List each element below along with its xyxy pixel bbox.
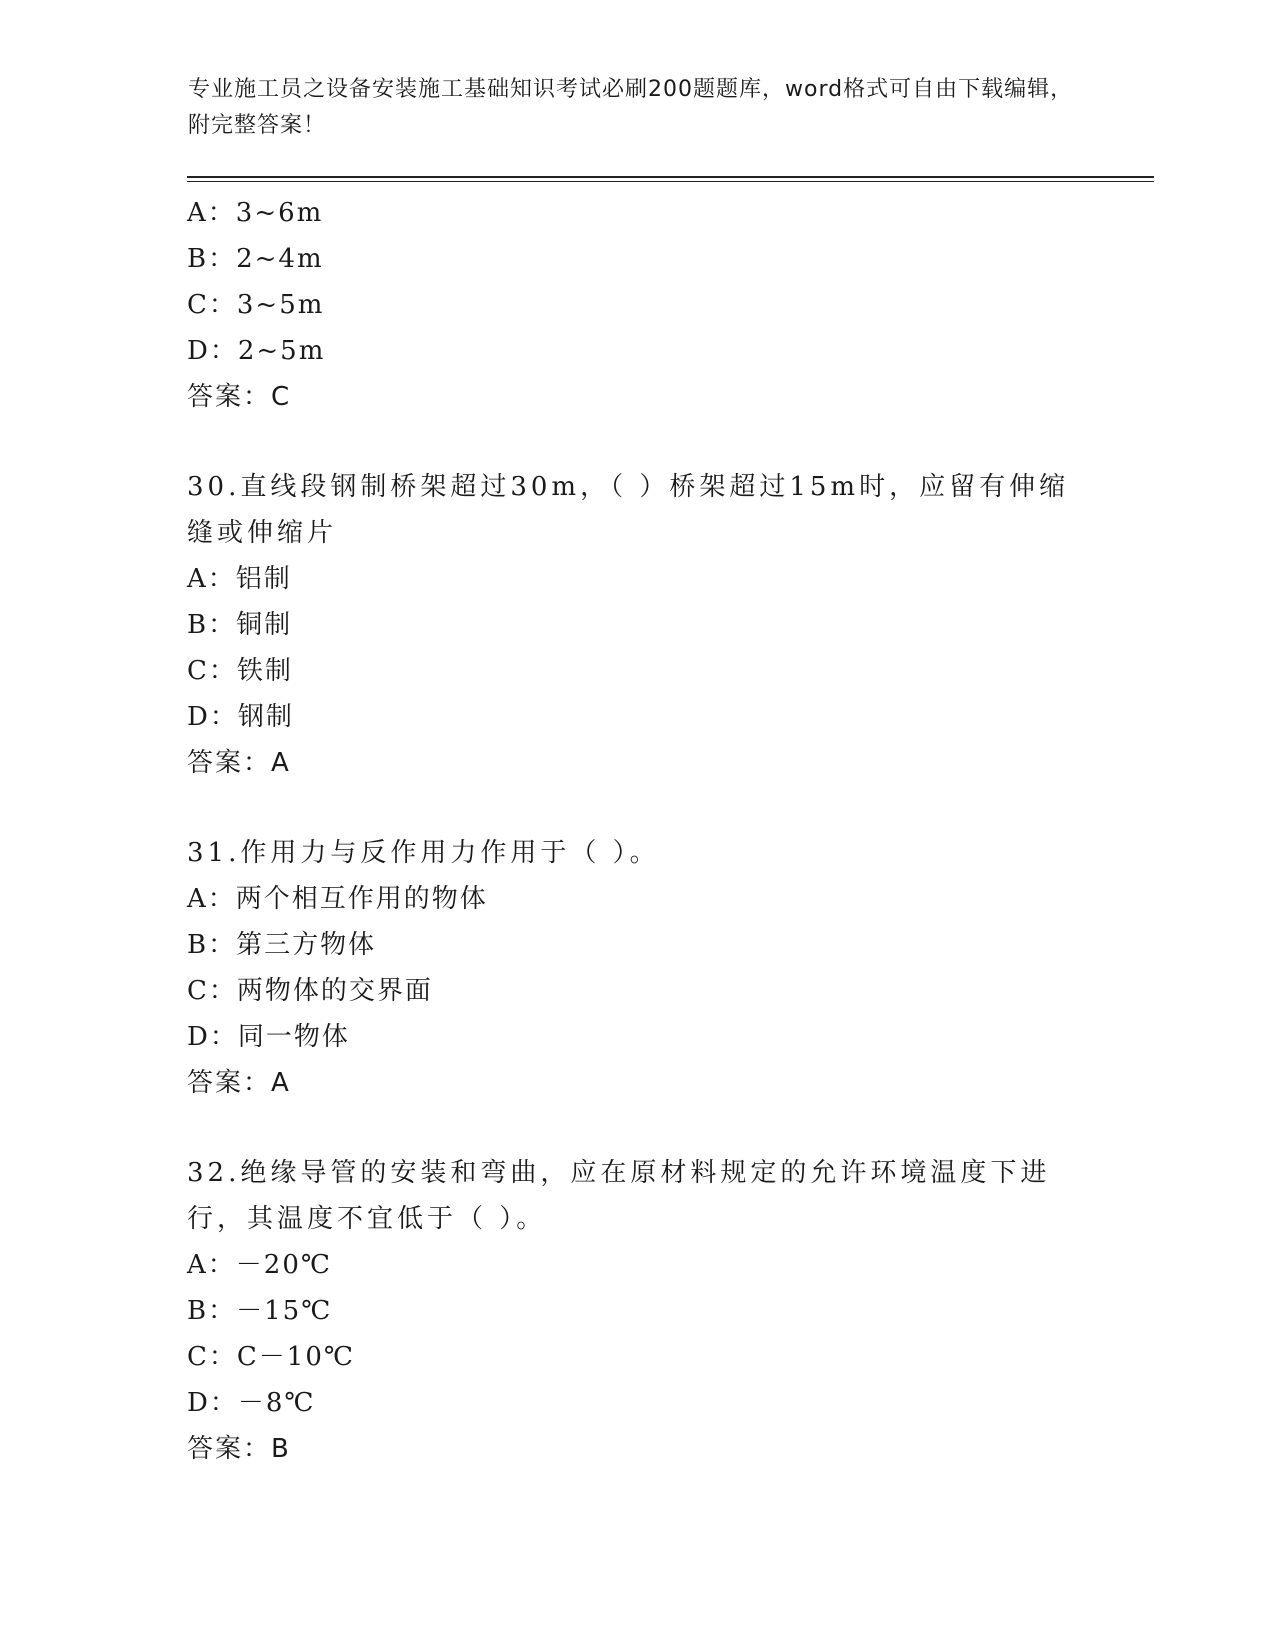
option-a: A：－20℃: [187, 1250, 332, 1280]
option-b: B：铜制: [187, 610, 293, 640]
header-divider-thick: [187, 176, 1154, 178]
option-a: A：两个相互作用的物体: [187, 884, 488, 914]
question-text: 32.绝缘导管的安装和弯曲，应在原材料规定的允许环境温度下进行，其温度不宜低于（ ）。: [187, 1158, 1051, 1234]
option-a: A：铝制: [187, 564, 292, 594]
header-divider-thin: [187, 181, 1154, 182]
answer-line: [187, 1426, 1087, 1472]
option-b: B：第三方物体: [187, 930, 377, 960]
question-block: [187, 190, 1087, 420]
answer-label: 答案：: [187, 1068, 272, 1098]
answer-label: 答案：: [187, 382, 272, 412]
question-text: 30.直线段钢制桥架超过30m，（ ）桥架超过15m时，应留有伸缩缝或伸缩片: [187, 472, 1070, 548]
answer-value: A: [271, 1068, 289, 1098]
option-c: C：两物体的交界面: [187, 976, 433, 1006]
option-c: C：3~5m: [187, 290, 325, 320]
option-b: B：2~4m: [187, 244, 324, 274]
question-text: 31.作用力与反作用力作用于（ ）。: [187, 838, 660, 868]
document-title: 专业施工员之设备安装施工基础知识考试必刷200题题库，word格式可自由下载编辑，附完整答案！: [188, 77, 1074, 138]
answer-label: 答案：: [187, 748, 272, 778]
answer-value: C: [271, 382, 290, 412]
answer-value: A: [271, 748, 289, 778]
option-c: C：C－10℃: [187, 1342, 355, 1372]
option-c: C：铁制: [187, 656, 293, 686]
answer-line: [187, 374, 1087, 420]
question-block: [187, 464, 1087, 786]
question-block: [187, 830, 1087, 1106]
option-d: D：2~5m: [187, 336, 326, 366]
answer-line: [187, 1060, 1087, 1106]
answer-value: B: [271, 1434, 289, 1464]
question-list: [187, 190, 1087, 1472]
question-block: [187, 1150, 1087, 1472]
option-d: D：同一物体: [187, 1022, 350, 1052]
option-b: B：－15℃: [187, 1296, 333, 1326]
option-a: A：3~6m: [187, 198, 324, 228]
answer-label: 答案：: [187, 1434, 272, 1464]
option-d: D：－8℃: [187, 1388, 316, 1418]
option-d: D：钢制: [187, 702, 294, 732]
answer-line: [187, 740, 1087, 786]
